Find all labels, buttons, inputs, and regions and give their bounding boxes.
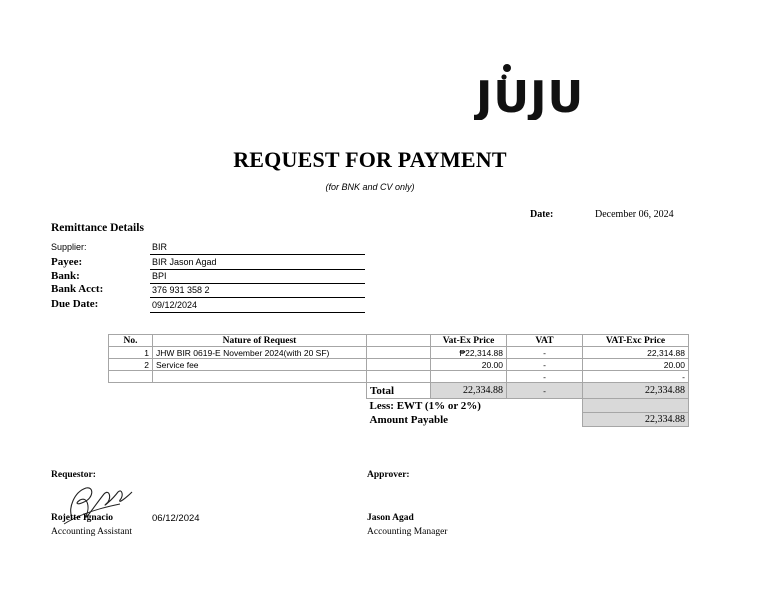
supplier-value: BIR — [152, 242, 168, 252]
requestor-date: 06/12/2024 — [152, 513, 200, 524]
bank-underline — [150, 283, 365, 284]
bank-label: Bank: — [51, 270, 80, 282]
row-vat-ex: 20.00 — [431, 359, 507, 371]
due-date-underline — [150, 312, 365, 313]
approver-name: Jason Agad — [367, 513, 414, 523]
header-vat-ex-price: Vat-Ex Price — [431, 335, 507, 347]
payee-underline — [150, 269, 365, 270]
row-vat: - — [507, 347, 583, 359]
remittance-title: Remittance Details — [51, 222, 144, 234]
row-vat: - — [507, 359, 583, 371]
table-row — [109, 359, 689, 371]
header-vat: VAT — [507, 335, 583, 347]
page-title: REQUEST FOR PAYMENT — [233, 147, 507, 172]
date-value: December 06, 2024 — [595, 209, 674, 220]
bank-acct-value: 376 931 358 2 — [152, 285, 210, 295]
header-no: No. — [109, 335, 153, 347]
payable-row — [109, 413, 689, 427]
row-vat-exc: 22,314.88 — [583, 347, 689, 359]
total-row — [109, 383, 689, 399]
row-blank — [367, 371, 431, 383]
row-nature — [153, 371, 367, 383]
bank-value: BPI — [152, 271, 167, 281]
ewt-value — [583, 399, 689, 413]
payable-value: 22,334.88 — [583, 413, 689, 427]
row-vat-ex: ₱22,314.88 — [431, 347, 507, 359]
supplier-underline — [150, 254, 365, 255]
row-no — [109, 371, 153, 383]
juju-logo — [474, 60, 624, 120]
row-no: 1 — [109, 347, 153, 359]
page-subtitle: (for BNK and CV only) — [325, 182, 415, 192]
table-row — [109, 371, 689, 383]
requestor-label: Requestor: — [51, 470, 96, 480]
date-label: Date: — [530, 209, 554, 220]
bank-acct-label: Bank Acct: — [51, 283, 104, 295]
due-date-value: 09/12/2024 — [152, 300, 198, 310]
header-vat-exc-price: VAT-Exc Price — [583, 335, 689, 347]
row-nature: Service fee — [153, 359, 367, 371]
bank-acct-underline — [150, 297, 365, 298]
due-date-label: Due Date: — [51, 298, 99, 310]
request-table — [108, 334, 689, 427]
payee-label: Payee: — [51, 256, 83, 268]
header-blank — [367, 335, 431, 347]
requestor-name: Rojette Ignacio — [51, 513, 113, 523]
total-vat: - — [507, 383, 583, 399]
payee-value: BIR Jason Agad — [152, 257, 217, 267]
payable-label: Amount Payable — [369, 413, 449, 426]
ewt-label: Less: EWT (1% or 2%) — [369, 399, 481, 412]
svg-text:JUJU: JUJU — [476, 72, 585, 120]
approver-role: Accounting Manager — [367, 527, 448, 537]
row-blank — [367, 347, 431, 359]
requestor-role: Accounting Assistant — [51, 527, 133, 537]
row-blank — [367, 359, 431, 371]
supplier-label: Supplier: — [51, 242, 87, 252]
row-no: 2 — [109, 359, 153, 371]
header-nature: Nature of Request — [153, 335, 367, 347]
table-row — [109, 347, 689, 359]
row-vat-ex — [431, 371, 507, 383]
row-nature: JHW BIR 0619-E November 2024(with 20 SF) — [153, 347, 367, 359]
row-vat-exc: 20.00 — [583, 359, 689, 371]
total-label: Total — [367, 383, 431, 399]
row-vat: - — [507, 371, 583, 383]
total-vat-exc: 22,334.88 — [583, 383, 689, 399]
total-vat-ex: 22,334.88 — [431, 383, 507, 399]
row-vat-exc: - — [583, 371, 689, 383]
approver-label: Approver: — [367, 470, 410, 480]
table-header-row — [109, 335, 689, 347]
ewt-row — [109, 399, 689, 413]
